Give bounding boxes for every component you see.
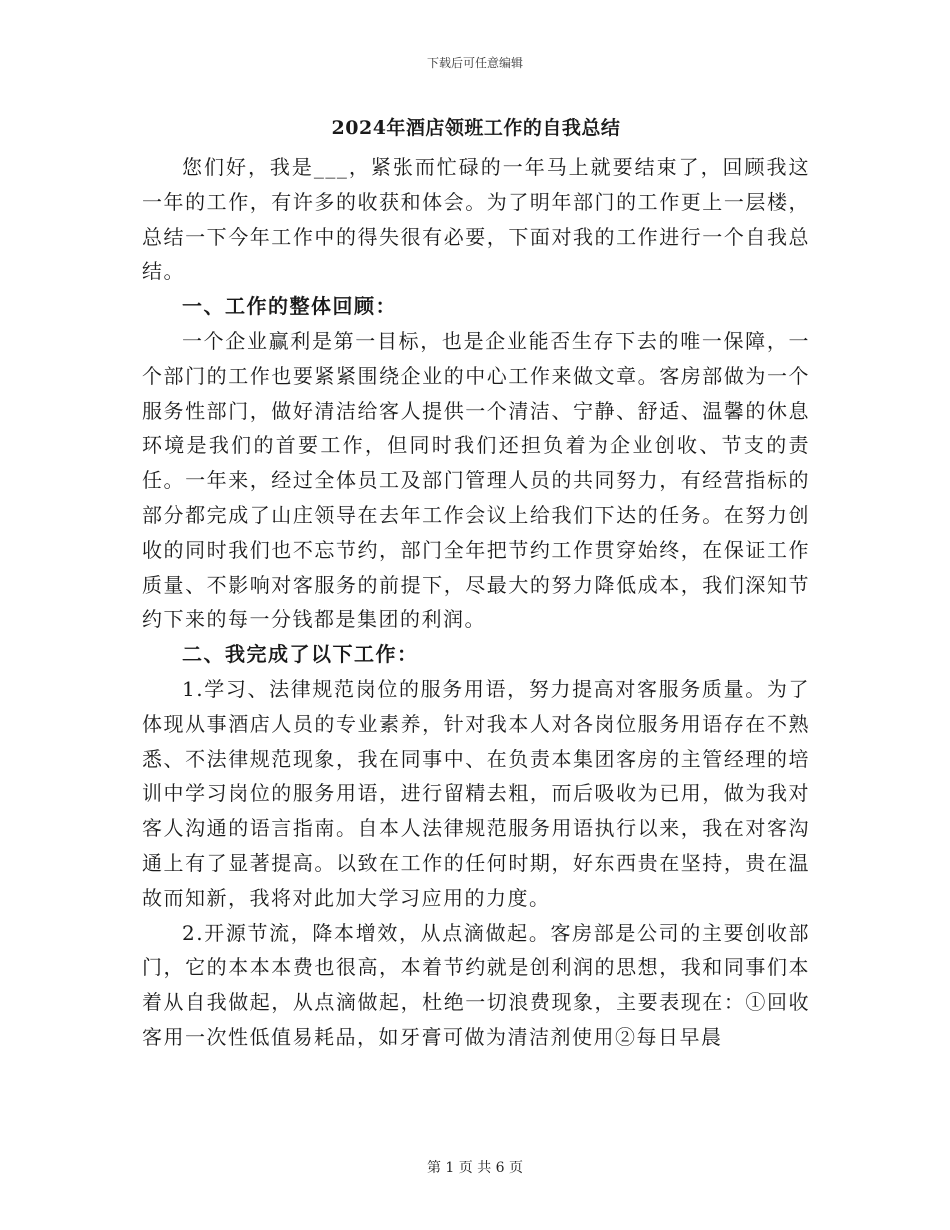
section-heading-2: 二、我完成了以下工作： <box>182 642 419 667</box>
section-1-paragraph: 一个企业赢利是第一目标，也是企业能否生存下去的唯一保障，一个部门的工作也要紧紧围绕企业的中心工作来做文章。客房部做为一个服务性部门，做好清洁给客人提供一个清洁、宁静、舒适、温馨的休息环境是我们的首要工作，但同时我们还担负着为企业创收、节支的责任。一年来，经过全体员工及部门管理人员的共同努力，有经营指标的部分都完成了山庄领导在去年工作会议上给我们下达的任务。在努力创收的同时我们也不忘节约，部门全年把节约工作贯穿始终，在保证工作质量、不影响对客服务的前提下，尽最大的努力降低成本，我们深知节约下来的每一分钱都是集团的利润。 <box>142 328 810 632</box>
document-title: 2024年酒店领班工作的自我总结 <box>331 117 621 139</box>
intro-paragraph: 您们好，我是___，紧张而忙碌的一年马上就要结束了，回顾我这一年的工作，有许多的收获和体会。为了明年部门的工作更上一层楼，总结一下今年工作中的得失很有必要，下面对我的工作进行一个自我总结。 <box>142 155 810 284</box>
header-note: 下载后可任意编辑 <box>426 56 523 70</box>
document-body <box>142 112 810 1055</box>
item-2-paragraph: 2.开源节流，降本增效，从点滴做起。客房部是公司的主要创收部门，它的本本本费也很高，本着节约就是创利润的思想，我和同事们本着从自我做起，从点滴做起，杜绝一切浪费现象，主要表现在：①回收客用一次性低值易耗品，如牙膏可做为清洁剂使用②每日早晨 <box>142 920 810 1049</box>
page-number: 第 1 页 共 6 页 <box>426 1160 524 1176</box>
section-heading-1: 一、工作的整体回顾： <box>182 294 397 319</box>
item-1-paragraph: 1.学习、法律规范岗位的服务用语，努力提高对客服务质量。为了体现从事酒店人员的专业素养，针对我本人对各岗位服务用语存在不熟悉、不法律规范现象，我在同事中、在负责本集团客房的主管经理的培训中学习岗位的服务用语，进行留精去粗，而后吸收为已用，做为我对客人沟通的语言指南。自本人法律规范服务用语执行以来，我在对客沟通上有了显著提高。以致在工作的任何时期，好东西贵在坚持，贵在温故而知新，我将对此加大学习应用的力度。 <box>142 676 810 910</box>
